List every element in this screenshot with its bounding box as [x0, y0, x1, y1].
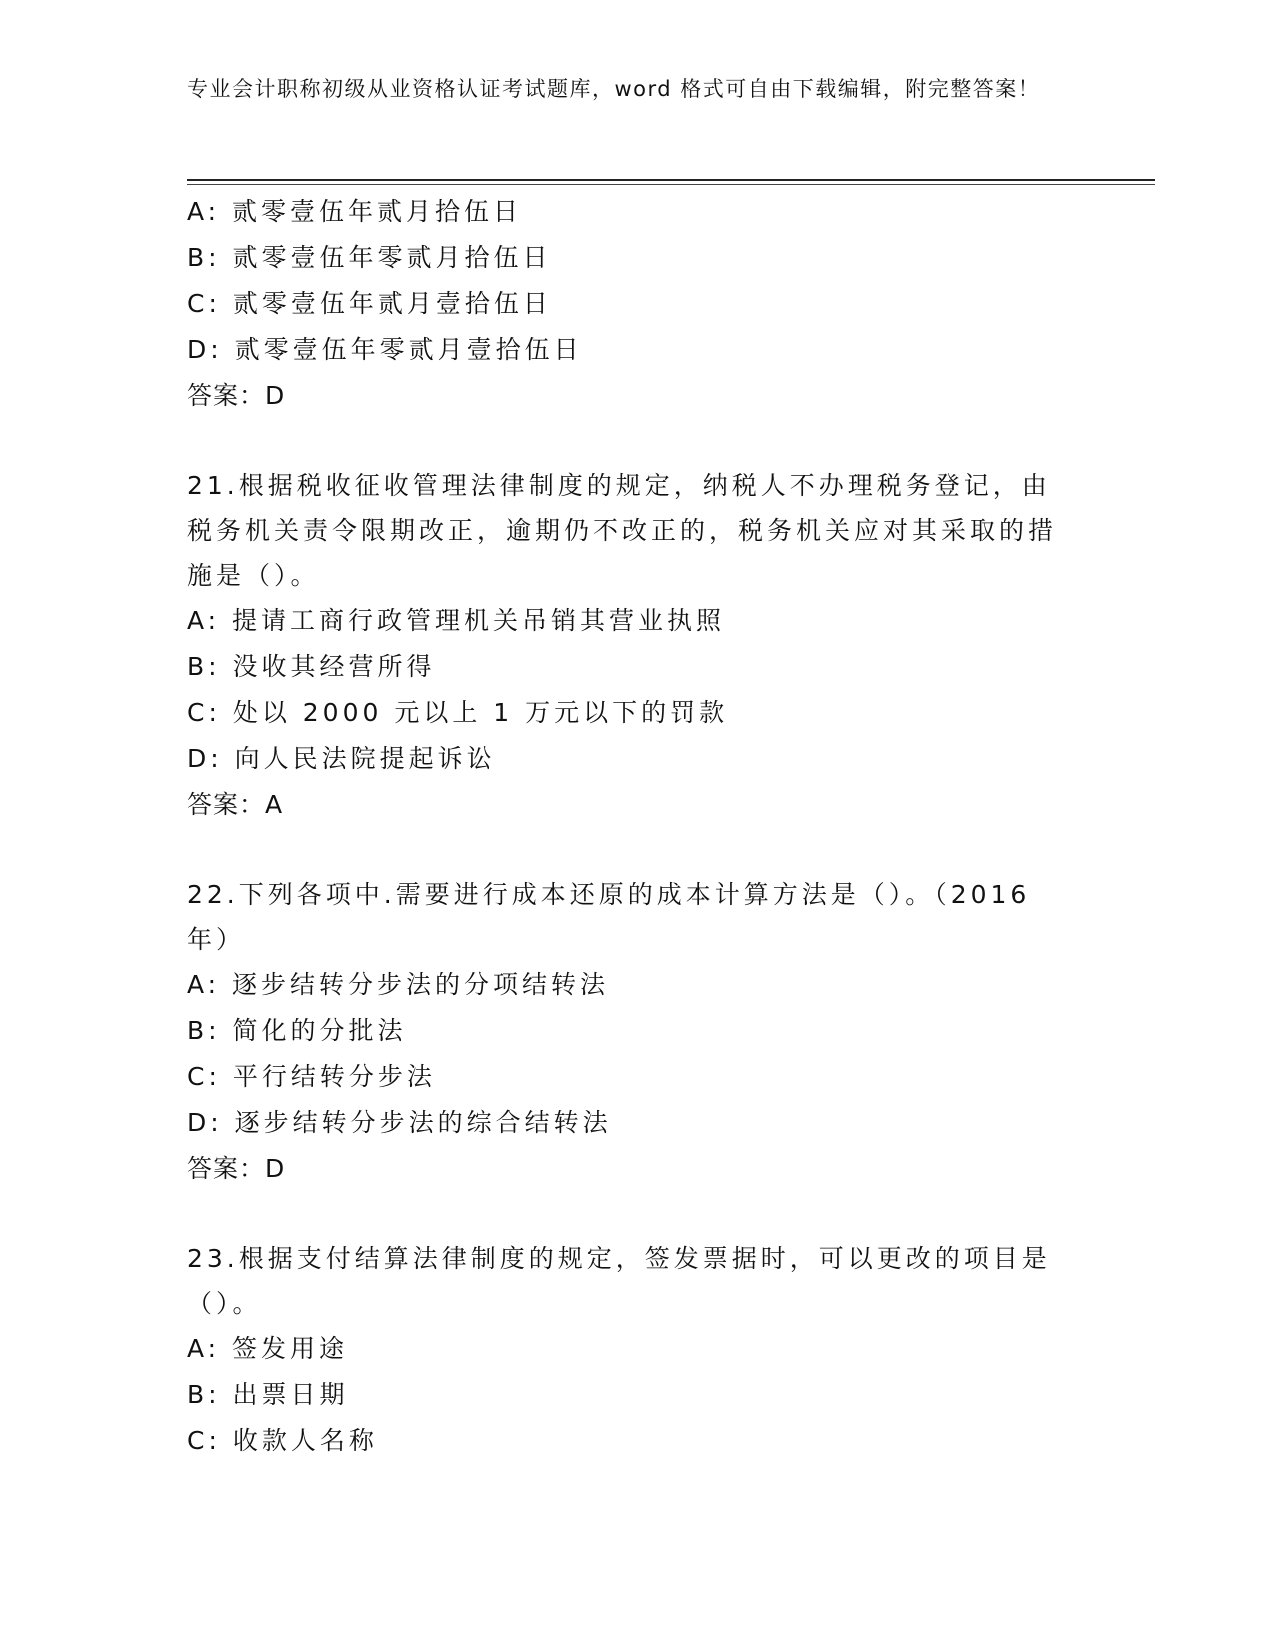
header-divider-thick — [187, 179, 1155, 181]
option-b: B: 贰零壹伍年零贰月拾伍日 — [187, 243, 552, 272]
question-block-20 — [187, 189, 1087, 419]
header-divider-thin — [187, 184, 1155, 185]
option-b: B: 简化的分批法 — [187, 1016, 407, 1045]
option-c: C: 收款人名称 — [187, 1426, 378, 1455]
question-list — [187, 189, 1087, 1464]
page-header: 专业会计职称初级从业资格认证考试题库，word 格式可自由下载编辑，附完整答案！ — [187, 77, 1041, 101]
spacer — [187, 1192, 1087, 1236]
option-b: B: 出票日期 — [187, 1380, 349, 1409]
answer-line: 答案：D — [187, 381, 286, 410]
question-stem: 22.下列各项中.需要进行成本还原的成本计算方法是（）。（2016 年） — [187, 880, 1031, 954]
answer-line: 答案：A — [187, 790, 284, 819]
option-d: D: 向人民法院提起诉讼 — [187, 744, 496, 773]
option-c: C: 处以 2000 元以上 1 万元以下的罚款 — [187, 698, 729, 727]
question-stem: 21.根据税收征收管理法律制度的规定，纳税人不办理税务登记，由税务机关责令限期改正，逾期仍不改正的，税务机关应对其采取的措施是（）。 — [187, 471, 1058, 590]
question-stem: 23.根据支付结算法律制度的规定，签发票据时，可以更改的项目是（）。 — [187, 1244, 1051, 1318]
option-a: A: 提请工商行政管理机关吊销其营业执照 — [187, 606, 726, 635]
option-a: A: 逐步结转分步法的分项结转法 — [187, 970, 610, 999]
spacer — [187, 419, 1087, 463]
option-d: D: 逐步结转分步法的综合结转法 — [187, 1108, 612, 1137]
option-c: C: 平行结转分步法 — [187, 1062, 436, 1091]
question-block-21 — [187, 463, 1087, 828]
spacer — [187, 828, 1087, 872]
option-a: A: 贰零壹伍年贰月拾伍日 — [187, 197, 523, 226]
answer-line: 答案：D — [187, 1154, 286, 1183]
question-block-23 — [187, 1236, 1087, 1464]
question-block-22 — [187, 872, 1087, 1192]
option-d: D: 贰零壹伍年零贰月壹拾伍日 — [187, 335, 583, 364]
option-c: C: 贰零壹伍年贰月壹拾伍日 — [187, 289, 552, 318]
option-a: A: 签发用途 — [187, 1334, 349, 1363]
option-b: B: 没收其经营所得 — [187, 652, 436, 681]
